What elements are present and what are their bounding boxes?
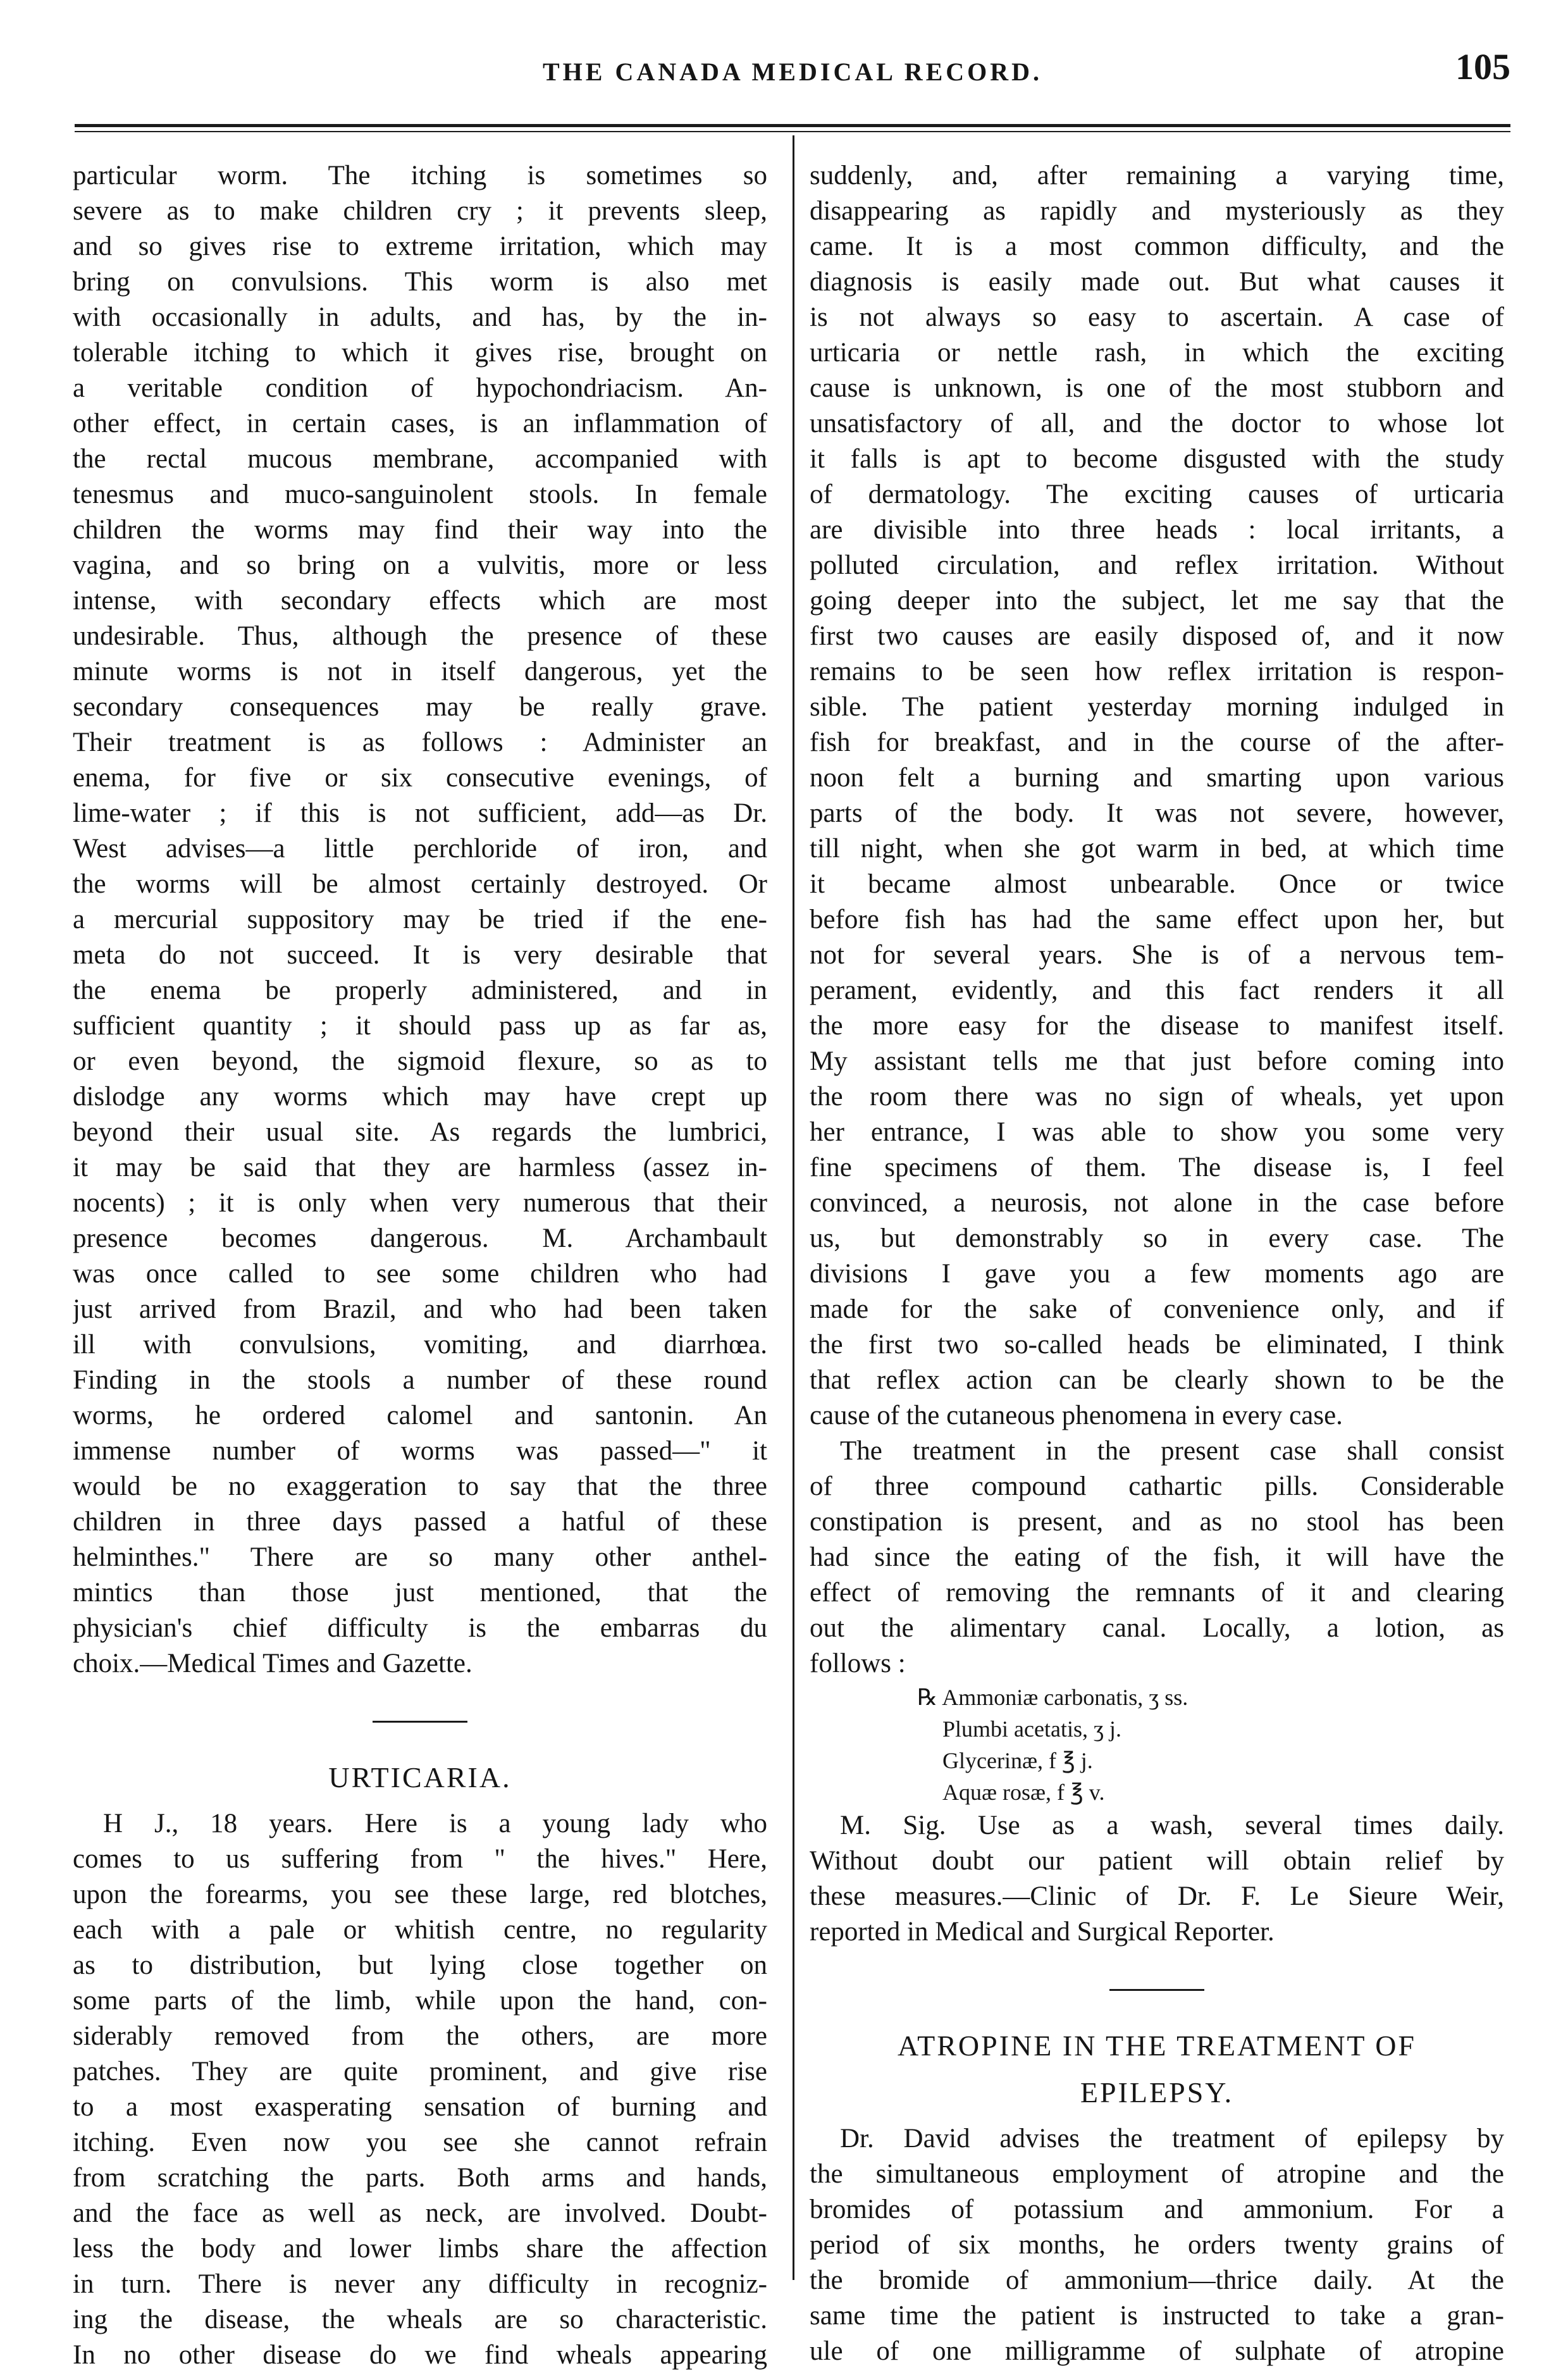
atropine-paragraph bbox=[810, 2121, 1504, 2369]
text-line: her entrance, I was able to show you some very bbox=[810, 1117, 1504, 1147]
section-divider bbox=[373, 1721, 467, 1723]
right-column bbox=[810, 158, 1504, 2369]
text-line: fish for breakfast, and in the course of the after- bbox=[810, 728, 1504, 757]
text-line: from scratching the parts. Both arms and hands, bbox=[73, 2163, 767, 2193]
text-line: period of six months, he orders twenty grains of bbox=[810, 2230, 1504, 2260]
text-line: not for several years. She is of a nervous tem- bbox=[810, 940, 1504, 970]
text-line: a mercurial suppository may be tried if the ene- bbox=[73, 905, 767, 934]
text-line: itching. Even now you see she cannot refrain bbox=[73, 2128, 767, 2157]
text-line: nocents) ; it is only when very numerous that their bbox=[73, 1188, 767, 1218]
text-line: unsatisfactory of all, and the doctor to whose lot bbox=[810, 409, 1504, 438]
text-line: that reflex action can be clearly shown to be the bbox=[810, 1365, 1504, 1395]
atropine-heading: ATROPINE IN THE TREATMENT OF bbox=[897, 2029, 1417, 2062]
left-column bbox=[73, 158, 767, 2373]
text-line: are divisible into three heads : local irritants, a bbox=[810, 515, 1504, 545]
text-line: in turn. There is never any difficulty in recogniz- bbox=[73, 2269, 767, 2299]
text-line: to a most exasperating sensation of burning and bbox=[73, 2092, 767, 2122]
text-line: just arrived from Brazil, and who had been taken bbox=[73, 1294, 767, 1324]
worms-paragraph bbox=[73, 158, 767, 1682]
text-line: ing the disease, the wheals are so characteristic. bbox=[73, 2305, 767, 2334]
text-line: reported in Medical and Surgical Reporter. bbox=[810, 1917, 1275, 1947]
urticaria-continued-paragraph bbox=[810, 158, 1504, 1434]
text-line: suddenly, and, after remaining a varying time, bbox=[810, 161, 1504, 190]
text-line: the room there was no sign of wheals, yet upon bbox=[810, 1082, 1504, 1112]
text-line: beyond their usual site. As regards the lumbrici, bbox=[73, 1117, 767, 1147]
text-line: cause is unknown, is one of the most stubborn and bbox=[810, 373, 1504, 403]
text-line: perament, evidently, and this fact renders it all bbox=[810, 976, 1504, 1005]
text-line: helminthes." There are so many other anthel- bbox=[73, 1542, 767, 1572]
text-line: the more easy for the disease to manifest itself. bbox=[810, 1011, 1504, 1041]
text-line: convinced, a neurosis, not alone in the case before bbox=[810, 1188, 1504, 1218]
text-line: children the worms may find their way into the bbox=[73, 515, 767, 545]
text-line: mintics than those just mentioned, that the bbox=[73, 1578, 767, 1608]
prescription-line: Glycerinæ, f ℥ j. bbox=[942, 1748, 1093, 1773]
treatment-paragraph bbox=[810, 1434, 1504, 1682]
text-line: ule of one milligramme of sulphate of atropine bbox=[810, 2336, 1504, 2366]
text-line: Their treatment is as follows : Administer an bbox=[73, 728, 767, 757]
text-line: The treatment in the present case shall consist bbox=[840, 1436, 1504, 1466]
text-line: would be no exaggeration to say that the three bbox=[73, 1472, 767, 1501]
text-line: worms, he ordered calomel and santonin. An bbox=[73, 1401, 767, 1430]
text-line: physician's chief difficulty is the embarras du bbox=[73, 1613, 767, 1643]
text-line: severe as to make children cry ; it prevents sleep, bbox=[73, 196, 767, 226]
text-line: the rectal mucous membrane, accompanied with bbox=[73, 444, 767, 474]
text-line: ill with convulsions, vomiting, and diarrhœa. bbox=[73, 1330, 767, 1360]
text-line: upon the forearms, you see these large, red blotches, bbox=[73, 1880, 767, 1909]
text-line: each with a pale or whitish centre, no regularity bbox=[73, 1915, 767, 1945]
text-line: urticaria or nettle rash, in which the exciting bbox=[810, 338, 1504, 368]
page-number: 105 bbox=[1455, 46, 1510, 87]
text-line: noon felt a burning and smarting upon various bbox=[810, 763, 1504, 793]
text-line: comes to us suffering from " the hives." Here, bbox=[73, 1844, 767, 1874]
text-line: the simultaneous employment of atropine and the bbox=[810, 2159, 1504, 2189]
text-line: My assistant tells me that just before coming into bbox=[810, 1046, 1504, 1076]
closing-paragraph bbox=[810, 1808, 1504, 1950]
text-line: intense, with secondary effects which are most bbox=[73, 586, 767, 616]
text-line: was once called to see some children who had bbox=[73, 1259, 767, 1289]
text-line: made for the sake of convenience only, and if bbox=[810, 1294, 1504, 1324]
text-line: particular worm. The itching is sometimes so bbox=[73, 161, 767, 190]
text-line: secondary consequences may be really grave. bbox=[73, 692, 767, 722]
urticaria-heading: URTICARIA. bbox=[328, 1761, 512, 1794]
text-line: it falls is apt to become disgusted with the study bbox=[810, 444, 1504, 474]
urticaria-paragraph bbox=[73, 1806, 767, 2373]
text-line: is not always so easy to ascertain. A case of bbox=[810, 302, 1504, 332]
text-line: Without doubt our patient will obtain relief by bbox=[810, 1846, 1504, 1876]
text-line: In no other disease do we find wheals appearing bbox=[73, 2340, 767, 2370]
text-line: bromides of potassium and ammonium. For a bbox=[810, 2195, 1504, 2224]
text-line: follows : bbox=[810, 1649, 906, 1678]
text-line: the first two so-called heads be eliminated, I think bbox=[810, 1330, 1504, 1360]
text-line: enema, for five or six consecutive evenings, of bbox=[73, 763, 767, 793]
text-line: with occasionally in adults, and has, by the in- bbox=[73, 302, 767, 332]
text-line: vagina, and so bring on a vulvitis, more or less bbox=[73, 550, 767, 580]
text-line: the enema be properly administered, and in bbox=[73, 976, 767, 1005]
text-line: children in three days passed a hatful of these bbox=[73, 1507, 767, 1537]
text-line: parts of the body. It was not severe, however, bbox=[810, 798, 1504, 828]
text-line: us, but demonstrably so in every case. The bbox=[810, 1224, 1504, 1253]
text-line: dislodge any worms which may have crept up bbox=[73, 1082, 767, 1112]
text-line: lime-water ; if this is not sufficient, add—as Dr. bbox=[73, 798, 767, 828]
text-line: till night, when she got warm in bed, at which time bbox=[810, 834, 1504, 864]
text-line: of dermatology. The exciting causes of urticaria bbox=[810, 480, 1504, 509]
header-rule-thin bbox=[75, 131, 1510, 132]
text-line: it may be said that they are harmless (assez in- bbox=[73, 1153, 767, 1182]
text-line: had since the eating of the fish, it will have the bbox=[810, 1542, 1504, 1572]
text-line: constipation is present, and as no stool has been bbox=[810, 1507, 1504, 1537]
text-line: of three compound cathartic pills. Considerable bbox=[810, 1472, 1504, 1501]
text-line: first two causes are easily disposed of, and it now bbox=[810, 621, 1504, 651]
text-line: sible. The patient yesterday morning indulged in bbox=[810, 692, 1504, 722]
prescription bbox=[810, 1682, 1504, 1808]
text-line: M. Sig. Use as a wash, several times daily. bbox=[840, 1811, 1504, 1840]
atropine-heading-line2: EPILEPSY. bbox=[1080, 2076, 1234, 2109]
text-line: other effect, in certain cases, is an inflammation of bbox=[73, 409, 767, 438]
text-line: divisions I gave you a few moments ago are bbox=[810, 1259, 1504, 1289]
header-rule bbox=[75, 124, 1510, 127]
text-line: polluted circulation, and reflex irritation. Without bbox=[810, 550, 1504, 580]
text-line: diagnosis is easily made out. But what causes it bbox=[810, 267, 1504, 297]
text-line: bring on convulsions. This worm is also met bbox=[73, 267, 767, 297]
text-line: choix.—Medical Times and Gazette. bbox=[73, 1649, 472, 1678]
text-line: the worms will be almost certainly destroyed. Or bbox=[73, 869, 767, 899]
text-line: Finding in the stools a number of these round bbox=[73, 1365, 767, 1395]
text-line: and the face as well as neck, are involved. Doubt- bbox=[73, 2198, 767, 2228]
section-divider bbox=[1109, 1989, 1204, 1991]
text-line: fine specimens of them. The disease is, I feel bbox=[810, 1153, 1504, 1182]
text-line: West advises—a little perchloride of iron, and bbox=[73, 834, 767, 864]
text-line: out the alimentary canal. Locally, a lotion, as bbox=[810, 1613, 1504, 1643]
text-line: tenesmus and muco-sanguinolent stools. In female bbox=[73, 480, 767, 509]
text-line: Dr. David advises the treatment of epilepsy by bbox=[840, 2124, 1504, 2153]
text-line: a veritable condition of hypochondriacism. An- bbox=[73, 373, 767, 403]
text-line: remains to be seen how reflex irritation is respon- bbox=[810, 657, 1504, 686]
text-line: as to distribution, but lying close together on bbox=[73, 1950, 767, 1980]
text-line: tolerable itching to which it gives rise, brought on bbox=[73, 338, 767, 368]
text-line: some parts of the limb, while upon the hand, con- bbox=[73, 1986, 767, 2016]
page-header bbox=[75, 46, 1510, 115]
text-line: it became almost unbearable. Once or twice bbox=[810, 869, 1504, 899]
text-line: these measures.—Clinic of Dr. F. Le Sieure Weir, bbox=[810, 1881, 1504, 1911]
text-line: undesirable. Thus, although the presence of these bbox=[73, 621, 767, 651]
text-line: sufficient quantity ; it should pass up as far as, bbox=[73, 1011, 767, 1041]
text-line: meta do not succeed. It is very desirable that bbox=[73, 940, 767, 970]
text-line: the bromide of ammonium—thrice daily. At the bbox=[810, 2265, 1504, 2295]
text-line: disappearing as rapidly and mysteriously as they bbox=[810, 196, 1504, 226]
prescription-line: ℞ Ammoniæ carbonatis, ʒ ss. bbox=[917, 1685, 1188, 1710]
text-line: cause of the cutaneous phenomena in every case. bbox=[810, 1401, 1343, 1430]
text-line: H J., 18 years. Here is a young lady who bbox=[103, 1809, 767, 1838]
text-line: before fish has had the same effect upon her, but bbox=[810, 905, 1504, 934]
prescription-line: Plumbi acetatis, ʒ j. bbox=[942, 1716, 1121, 1742]
text-line: same time the patient is instructed to take a gran- bbox=[810, 2301, 1504, 2331]
running-title: THE CANADA MEDICAL RECORD. bbox=[542, 58, 1043, 86]
text-line: less the body and lower limbs share the affection bbox=[73, 2234, 767, 2264]
text-line: siderably removed from the others, are more bbox=[73, 2021, 767, 2051]
text-line: presence becomes dangerous. M. Archambault bbox=[73, 1224, 767, 1253]
text-line: immense number of worms was passed—" it bbox=[73, 1436, 767, 1466]
text-line: patches. They are quite prominent, and give rise bbox=[73, 2057, 767, 2086]
text-line: or even beyond, the sigmoid flexure, so as to bbox=[73, 1046, 767, 1076]
text-line: and so gives rise to extreme irritation, which may bbox=[73, 232, 767, 261]
text-line: came. It is a most common difficulty, and the bbox=[810, 232, 1504, 261]
column-divider bbox=[793, 135, 794, 2280]
text-line: minute worms is not in itself dangerous, yet the bbox=[73, 657, 767, 686]
text-line: going deeper into the subject, let me say that the bbox=[810, 586, 1504, 616]
prescription-line: Aquæ rosæ, f ℥ v. bbox=[942, 1780, 1105, 1805]
text-line: effect of removing the remnants of it and clearing bbox=[810, 1578, 1504, 1608]
